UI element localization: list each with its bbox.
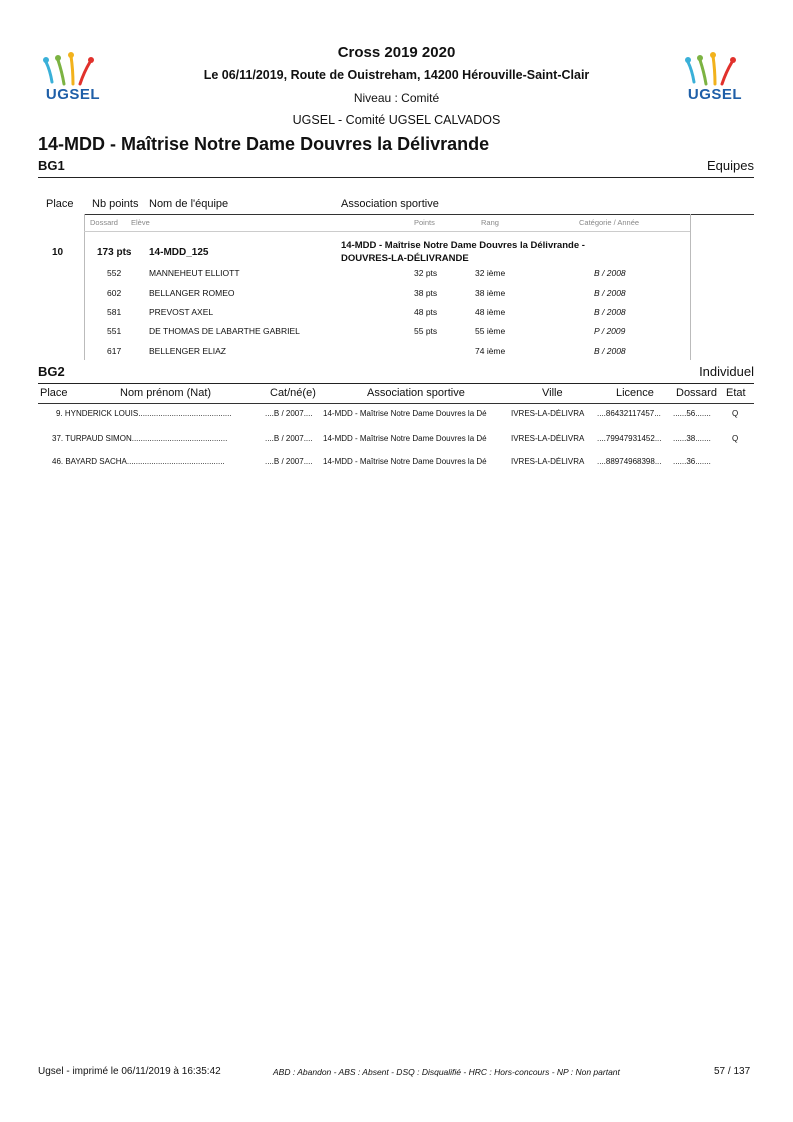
ugsel-logo-text: UGSEL xyxy=(45,86,101,103)
event-level: Niveau : Comité xyxy=(353,91,440,105)
member-dossard: 552 xyxy=(107,268,122,278)
member-dossard: 617 xyxy=(107,346,122,356)
col-city: Ville xyxy=(542,387,563,399)
member-category: B / 2008 xyxy=(594,288,626,298)
footer-page-number: 57 / 137 xyxy=(714,1066,751,1077)
row-place-name: 9. HYNDERICK LOUIS.......................................... xyxy=(56,409,232,418)
row-association: 14-MDD - Maîtrise Notre Dame Douvres la Dé xyxy=(323,457,487,466)
team-association-line2: DOUVRES-LA-DÉLIVRANDE xyxy=(341,253,469,264)
event-date-location: Le 06/11/2019, Route de Ouistreham, 14200 Hérouville-Saint-Clair xyxy=(203,68,590,82)
member-points: 48 pts xyxy=(414,307,438,317)
col-association: Association sportive xyxy=(341,198,439,210)
table-left-border xyxy=(84,214,85,360)
table-right-border xyxy=(690,214,691,360)
subcol-rang: Rang xyxy=(481,218,499,227)
member-name: BELLENGER ELIAZ xyxy=(149,346,227,356)
col-place: Place xyxy=(46,198,74,210)
col-category: Cat/né(e) xyxy=(270,387,316,399)
member-dossard: 551 xyxy=(107,326,122,336)
subheader-rule xyxy=(84,231,690,232)
subcol-points: Points xyxy=(414,218,435,227)
member-category: B / 2008 xyxy=(594,346,626,356)
row-licence: ....88974968398... xyxy=(597,457,662,466)
row-category: ....B / 2007.... xyxy=(265,434,313,443)
team-name: 14-MDD_125 xyxy=(149,247,209,258)
event-committee: UGSEL - Comité UGSEL CALVADOS xyxy=(292,113,501,127)
col-team-name: Nom de l'équipe xyxy=(149,198,229,210)
row-status: Q xyxy=(732,409,739,418)
col-points: Nb points xyxy=(92,198,139,210)
member-category: B / 2008 xyxy=(594,268,626,278)
row-place-name: 46. BAYARD SACHA............................................ xyxy=(52,457,225,466)
member-points: 32 pts xyxy=(414,268,438,278)
col-dossard: Dossard xyxy=(676,387,717,399)
footer-legend: ABD : Abandon - ABS : Absent - DSQ : Disqualifié - HRC : Hors-concours - NP : Non partant xyxy=(273,1067,620,1077)
row-city: IVRES-LA-DÉLIVRA xyxy=(511,457,585,466)
member-rank: 38 ième xyxy=(475,288,506,298)
team-points: 173 pts xyxy=(97,247,132,258)
row-city: IVRES-LA-DÉLIVRA xyxy=(511,434,585,443)
col-licence: Licence xyxy=(616,387,654,399)
row-city: IVRES-LA-DÉLIVRA xyxy=(511,409,585,418)
section-code: BG2 xyxy=(38,364,65,379)
subcol-eleve: Elève xyxy=(131,218,150,227)
ugsel-logo-text: UGSEL xyxy=(687,86,743,103)
row-place-name: 37. TURPAUD SIMON........................................... xyxy=(52,434,228,443)
col-name: Nom prénom (Nat) xyxy=(120,387,212,399)
member-rank: 32 ième xyxy=(475,268,506,278)
header-rule xyxy=(38,403,754,404)
member-rank: 48 ième xyxy=(475,307,506,317)
member-name: PREVOST AXEL xyxy=(149,307,214,317)
section-code: BG1 xyxy=(38,158,65,173)
section-type: Individuel xyxy=(699,364,754,379)
member-rank: 74 ième xyxy=(475,346,506,356)
member-name: DE THOMAS DE LABARTHE GABRIEL xyxy=(149,326,300,336)
section-type: Equipes xyxy=(707,158,754,173)
member-points: 55 pts xyxy=(414,326,438,336)
footer-printed: Ugsel - imprimé le 06/11/2019 à 16:35:42 xyxy=(38,1066,221,1077)
team-place: 10 xyxy=(52,247,64,258)
row-association: 14-MDD - Maîtrise Notre Dame Douvres la Dé xyxy=(323,434,487,443)
col-association: Association sportive xyxy=(367,387,465,399)
row-association: 14-MDD - Maîtrise Notre Dame Douvres la Dé xyxy=(323,409,487,418)
member-dossard: 581 xyxy=(107,307,122,317)
event-title: Cross 2019 2020 xyxy=(337,44,456,61)
member-dossard: 602 xyxy=(107,288,122,298)
row-dossard: ......36....... xyxy=(673,457,711,466)
col-status: Etat xyxy=(726,387,746,399)
section-bg1-header xyxy=(38,158,754,178)
member-name: MANNEHEUT ELLIOTT xyxy=(149,268,240,278)
row-status: Q xyxy=(732,434,739,443)
row-licence: ....86432117457... xyxy=(597,409,661,418)
row-category: ....B / 2007.... xyxy=(265,457,313,466)
row-dossard: ......56....... xyxy=(673,409,711,418)
member-category: P / 2009 xyxy=(594,326,626,336)
member-category: B / 2008 xyxy=(594,307,626,317)
row-licence: ....79947931452... xyxy=(597,434,662,443)
subcol-dossard: Dossard xyxy=(90,218,118,227)
club-title: 14-MDD - Maîtrise Notre Dame Douvres la Délivrande xyxy=(38,134,490,154)
row-category: ....B / 2007.... xyxy=(265,409,313,418)
col-place: Place xyxy=(40,387,68,399)
member-rank: 55 ième xyxy=(475,326,506,336)
team-association-line1: 14-MDD - Maîtrise Notre Dame Douvres la Délivrande - xyxy=(341,240,585,251)
header-rule xyxy=(84,214,754,215)
member-name: BELLANGER ROMEO xyxy=(149,288,235,298)
member-points: 38 pts xyxy=(414,288,438,298)
row-dossard: ......38....... xyxy=(673,434,711,443)
section-bg2-header xyxy=(38,364,754,384)
subcol-categorie: Catégorie / Année xyxy=(579,218,640,227)
